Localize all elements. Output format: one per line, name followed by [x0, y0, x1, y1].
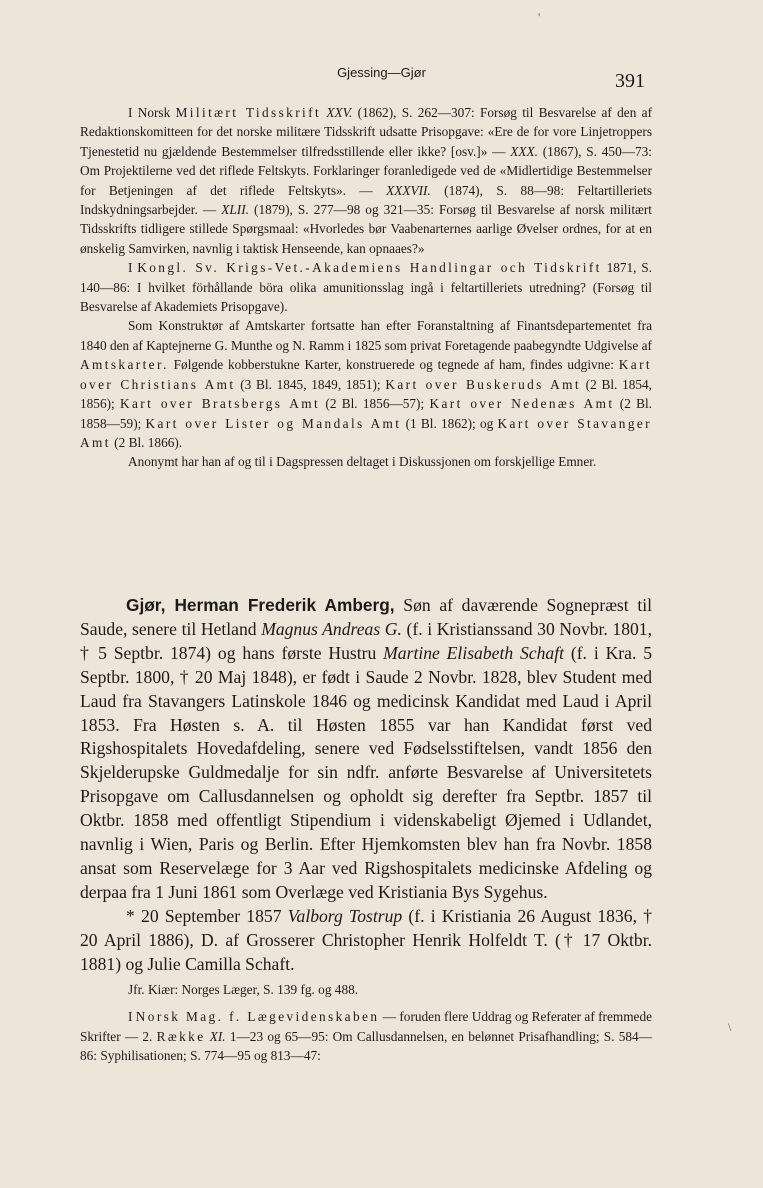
entry-gjor [80, 594, 652, 977]
entry-biography: Gjør, Herman Frederik Amberg, Søn af daværende Sognepræst til Saude, senere til Hetland Magnus Andreas G. (f. i Kristianssand 30 Novbr. 1801, † 5 Septbr. 1874) og hans første Hustru Martine Elisabeth Schaft (f. i Kra. 5 Septbr. 1800, † 20 Maj 1848), er født i Saude 2 Novbr. 1828, blev Student med Laud fra Stavangers Latinskole 1846 og medicinsk Kandidat med Laud i April 1853. Fra Høsten s. A. til Høsten 1855 var han Kandidat først ved Rigshospitalets Hovedafdeling, senere ved Fødselsstiftelsen, vandt 1856 den Skjelderupske Guldmedalje for sin ndfr. anførte Besvarelse af Universitetets Prisopgave om Callusdannelsen og opholdt sig derefter fra Septbr. 1857 til Oktbr. 1858 med offentligt Stipendium i videnskabeligt Øjemed i Udlandet, navnlig i Wien, Paris og Berlin. Efter Hjemkomsten blev han fra Novbr. 1858 ansat som Reservelæge for 3 Aar ved Rigshospitalets medicinske Afdeling og derpaa fra 1 Juni 1861 som Overlæge ved Kristiania Bys Sygehus. [80, 595, 652, 902]
page-speck: \ [728, 1020, 732, 1034]
paragraph-norsk-militaert: I Norsk Militært Tidsskrift XXV. (1862), S. 262—307: Forsøg til Besvarelse af den af Redaktionskomitteen for det norske militære Tidsskrift udsatte Prisopgave: «Ere de for vore Linjetroppers Tjenestetid nu gjældende Bestemmelser tilfredsstillende eller ikke? [osv.]» — XXX. (1867), S. 450—73: Om Projektilerne ved det riflede Feltskyts. Forklaringer foranledigede ved de «Midlertidige Bestemmelser for Betjeningen af det riflede Feltskyts». — XXXVII. (1874), S. 88—98: Feltartilleriets Indskydningsarbejder. — XLII. (1879), S. 277—98 og 321—35: Forsøg til Besvarelse af norsk militært Tidsskrifts tidligere stillede Spørgsmaal: «Hvorledes bør Vaabenarternes aarlige Øvelser ordnes, for at en ønskelig Samvirken, navnlig i taktisk Henseende, kan opnaaes?» [80, 105, 653, 256]
military-publications-block [80, 103, 652, 472]
page-number: 391 [615, 70, 645, 92]
page-speck: ' [538, 10, 541, 24]
paragraph-amtskarter: Som Konstruktør af Amtskarter fortsatte han efter Foranstaltning af Finantsdepartementet fra 1840 den af Kaptejnerne G. Munthe og N. Ramm i 1825 som privat Foretagende paabegyndte Udgivelse af Amtskarter. Følgende kobberstukne Karter, konstruerede og tegnede af ham, findes udgivne: Kart over Christians Amt (3 Bl. 1845, 1849, 1851); Kart over Buskeruds Amt (2 Bl. 1854, 1856); Kart over Bratsbergs Amt (2 Bl. 1856—57); Kart over Nedenæs Amt (2 Bl. 1858—59); Kart over Lister og Mandals Amt (1 Bl. 1862); og Kart over Stavanger Amt (2 Bl. 1866). [80, 318, 652, 450]
entry-marriage: * 20 September 1857 Valborg Tostrup (f. i Kristiania 26 August 1836, † 20 April 1886), D. af Grosserer Christopher Henrik Holfeldt T. († 17 Oktbr. 1881) og Julie Camilla Schaft. [80, 905, 652, 974]
paragraph-anonymt: Anonymt har han af og til i Dagspressen deltaget i Diskussjonen om forskjellige Emner. [128, 454, 597, 470]
reference-line: Jfr. Kiær: Norges Læger, S. 139 fg. og 488. [128, 982, 359, 997]
paragraph-kongl-sv: I Kongl. Sv. Krigs-Vet.-Akademiens Handlingar och Tidskrift 1871, S. 140—86: I hvilket förhållande böra olika amunitionsslag ingå i feltartilleriets utredning? (Forsøg til Besvarelse af Akademiets Prisopgave). [80, 260, 652, 315]
running-header: Gjessing—Gjør [337, 65, 426, 80]
entry-references [80, 980, 652, 1066]
bibliography-paragraph: I Norsk Mag. f. Lægevidenskaben — foruden flere Uddrag og Referater af fremmede Skrifter — 2. Række XI. 1—23 og 65—95: Om Callusdannelsen, en belønnet Prisafhandling; S. 584—86: Syphilisationen; S. 774—95 og 813—47: [80, 1009, 652, 1064]
entry-name: Gjør, Herman Frederik Amberg, [126, 595, 395, 615]
